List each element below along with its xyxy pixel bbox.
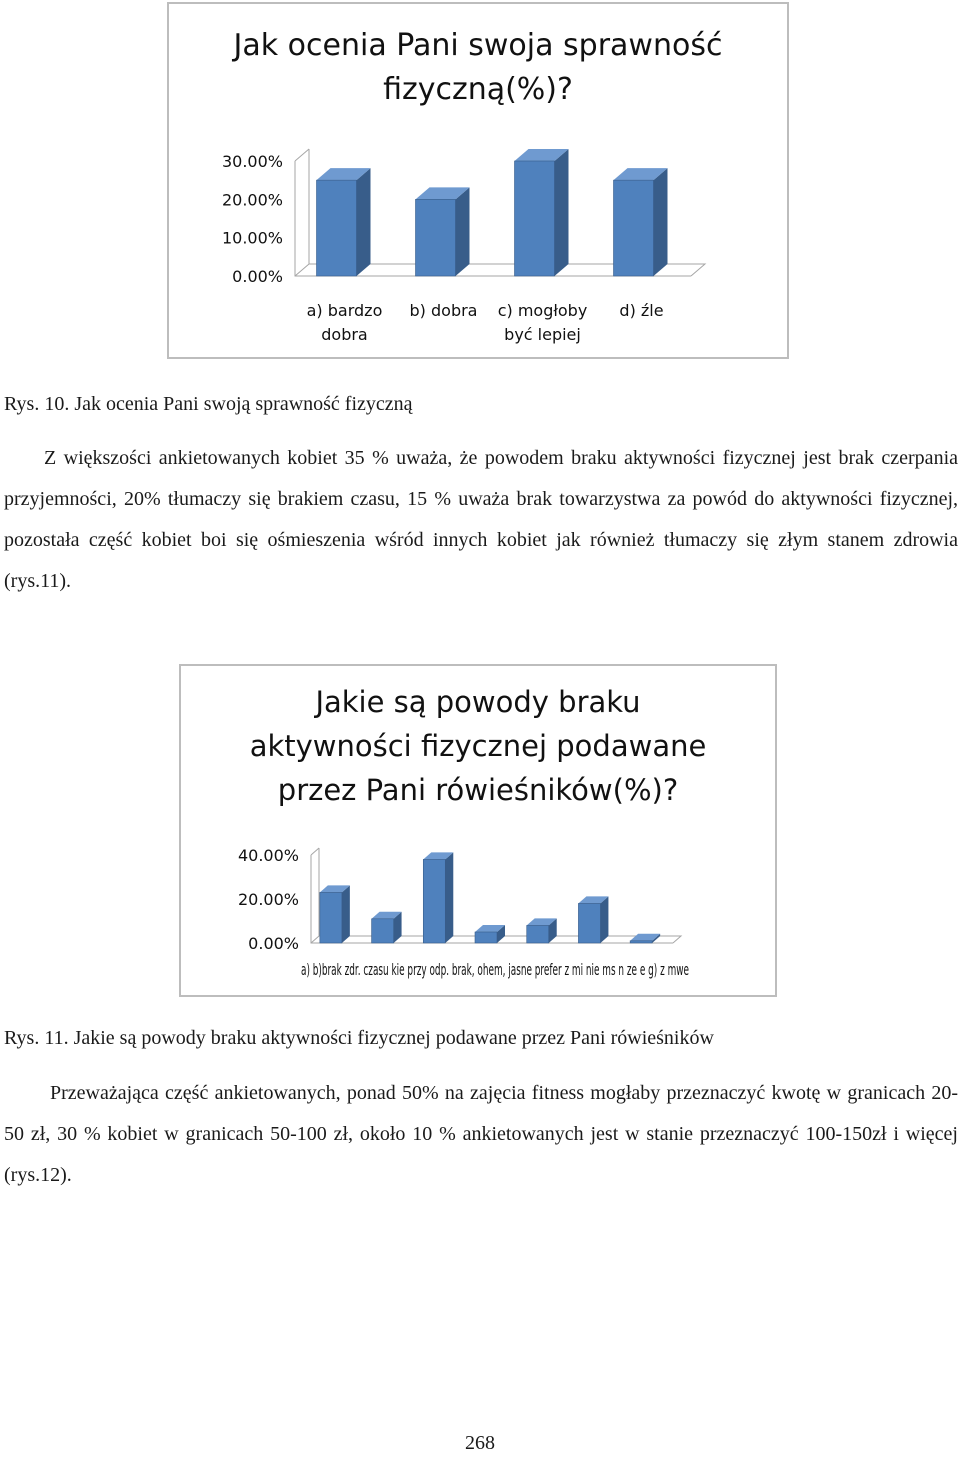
chart-1-frame <box>167 2 789 359</box>
chart-2-title-line-1: Jakie są powody braku <box>315 685 641 719</box>
chart-1-bar <box>416 199 456 276</box>
chart-2-title-line-3: przez Pani rówieśników(%)? <box>277 773 679 807</box>
chart-2-bar <box>423 859 445 943</box>
chart-2-plot <box>181 666 775 995</box>
chart-2-bar-side <box>600 896 608 943</box>
chart-1-bar-side <box>357 168 371 276</box>
chart-2-wall-edge <box>311 848 319 855</box>
chart-1-bar <box>515 161 555 276</box>
chart-2-bar-side <box>342 885 350 943</box>
figure-2-caption: Rys. 11. Jakie są powody braku aktywności fizycznej podawane przez Pani rówieśników <box>4 1027 714 1049</box>
chart-1-bar <box>614 180 654 276</box>
chart-1-plot <box>169 4 787 357</box>
chart-1-bar-side <box>555 149 569 276</box>
chart-1-category-label: być lepiej <box>504 325 581 344</box>
chart-1-category-label: dobra <box>321 325 368 344</box>
chart-2-category-labels-overlapping: a) b)brak zdr. czasu kie przy odp. brak, ohem, jasne prefer z mi nie ms n ze e g) z mwe <box>301 960 689 979</box>
chart-2-ytick-label: 40.00% <box>237 846 299 865</box>
chart-1-bar-side <box>654 168 668 276</box>
chart-2-title-line-2: aktywności fizycznej podawane <box>249 729 707 763</box>
chart-1-category-label: c) mogłoby <box>497 301 588 320</box>
paragraph-2: Przeważająca część ankietowanych, ponad 50% na zajęcia fitness mogłaby przeznaczyć kwotę w granicach 20-50 zł, 30 % kobiet w granicach 50-100 zł, około 10 % ankietowanych jest w stanie przeznaczyć 100-150zł i więcej (rys.12). <box>4 1082 958 1186</box>
paragraph-1: Z większości ankietowanych kobiet 35 % uważa, że powodem braku aktywności fizycznej jest brak czerpania przyjemności, 20% tłumaczy się brakiem czasu, 15 % uważa brak towarzystwa za powód do aktywności fizycznej, pozostała część kobiet boi się ośmieszenia wśród innych kobiet jak również tłumaczy się złym stanem zdrowia (rys.11). <box>4 447 958 592</box>
chart-1-category-label: d) źle <box>619 301 664 320</box>
chart-2-bar <box>630 941 652 943</box>
chart-1-title-line-2: fizyczną(%)? <box>383 72 573 107</box>
chart-1-title-line-1: Jak ocenia Pani swoja sprawność <box>233 28 723 63</box>
chart-2-bar <box>320 892 342 943</box>
chart-2-ytick-label: 20.00% <box>237 890 299 909</box>
chart-2-bar <box>372 919 394 943</box>
page-number: 268 <box>465 1432 495 1454</box>
chart-1-bar-side <box>456 187 470 276</box>
chart-2-frame <box>179 664 777 997</box>
chart-1-category-label: a) bardzo <box>306 301 383 320</box>
chart-1-ytick-label: 30.00% <box>221 152 283 171</box>
chart-1-ytick-label: 10.00% <box>221 228 283 248</box>
chart-2-bar <box>475 932 497 943</box>
chart-1-category-label: b) dobra <box>409 301 478 320</box>
chart-1-wall-edge <box>295 149 309 161</box>
chart-2-bar <box>578 903 600 943</box>
figure-1-caption: Rys. 10. Jak ocenia Pani swoją sprawność fizyczną <box>4 393 413 415</box>
chart-1-ytick-label: 0.00% <box>232 267 283 286</box>
chart-1-bar <box>317 180 357 276</box>
chart-2-ytick-label: 0.00% <box>248 934 299 953</box>
chart-2-bar-side <box>445 852 453 943</box>
chart-1-ytick-label: 20.00% <box>221 190 283 210</box>
chart-2-bar <box>527 925 549 943</box>
